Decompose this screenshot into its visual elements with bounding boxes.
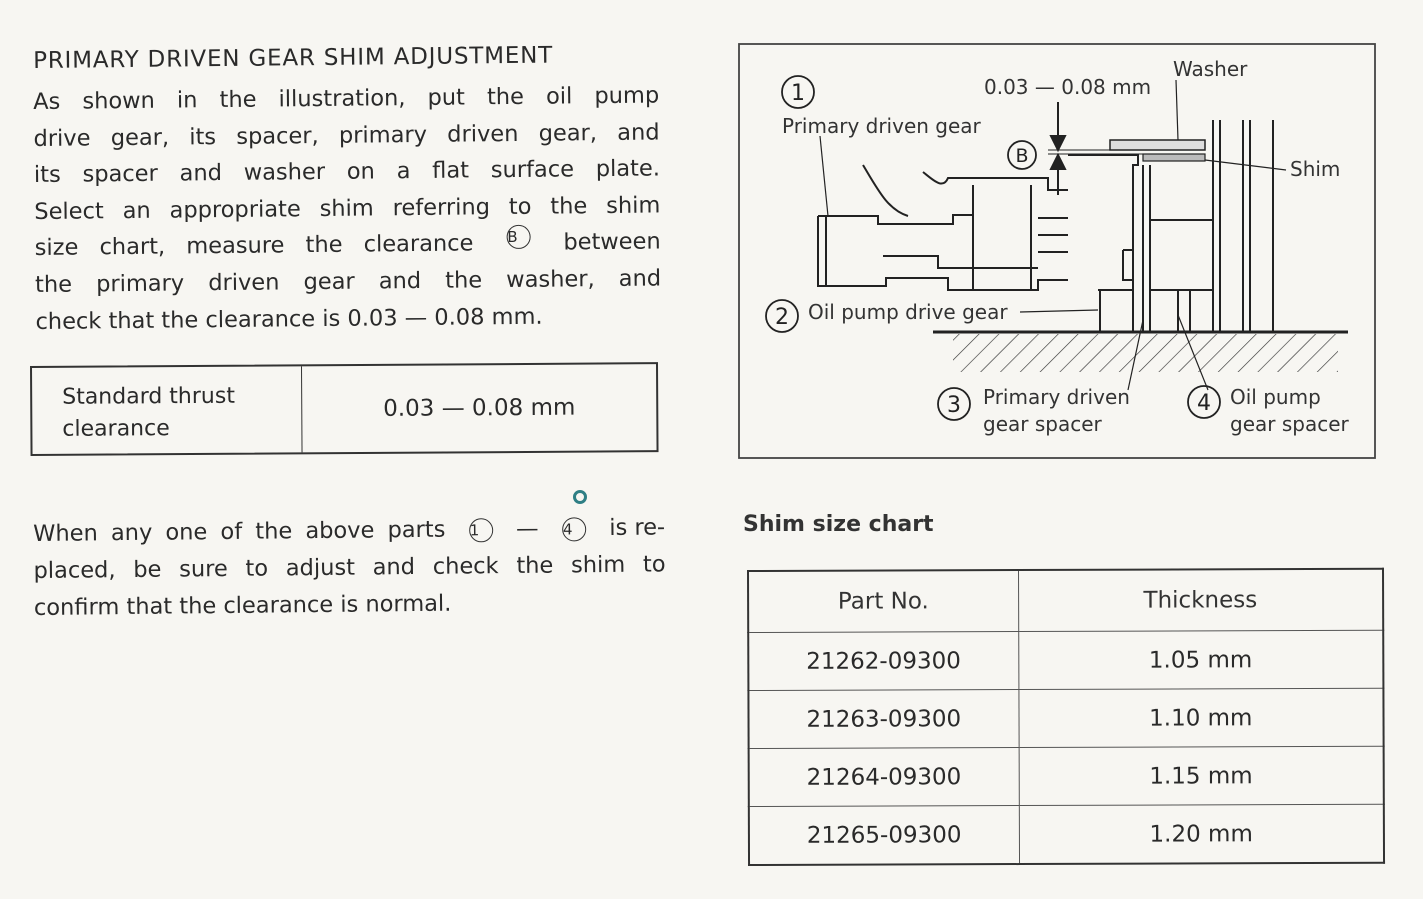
instructions-paragraph xyxy=(33,77,662,340)
part-number-cell: 21263-09300 xyxy=(748,690,1018,749)
callout-2-number: 2 xyxy=(775,305,789,330)
table-row xyxy=(748,630,1383,690)
thickness-cell: 1.10 mm xyxy=(1018,688,1383,747)
text-line-part: When any one of the above parts xyxy=(33,516,446,547)
thrust-clearance-table xyxy=(30,362,659,456)
washer-label: Washer xyxy=(1173,57,1248,81)
thickness-cell: 1.20 mm xyxy=(1019,804,1384,864)
text-line: its spacer and washer on a flat surface plate. xyxy=(33,155,661,189)
shim-size-table xyxy=(747,568,1385,866)
part-number-cell: 21265-09300 xyxy=(749,806,1019,865)
primary-driven-gear-label: Primary driven gear xyxy=(782,114,981,138)
part-number-4-symbol: 4 xyxy=(562,517,586,541)
part-number-1-symbol: 1 xyxy=(469,518,493,542)
pdg-spacer-label-2: gear spacer xyxy=(983,412,1102,436)
clearance-dimension-label: 0.03 — 0.08 mm xyxy=(984,75,1152,99)
replacement-note xyxy=(33,509,666,627)
text-line-part: size chart, measure the clearance xyxy=(34,230,474,262)
b-marker-label: B xyxy=(1015,145,1029,167)
thickness-cell: 1.05 mm xyxy=(1018,630,1383,689)
text-line: check that the clearance is 0.03 — 0.08 mm. xyxy=(35,303,543,335)
cursor-ring-icon xyxy=(573,490,587,504)
thickness-cell: 1.15 mm xyxy=(1019,746,1384,805)
table-row xyxy=(749,804,1384,865)
shim-shape xyxy=(1143,154,1205,161)
text-line: Select an appropriate shim referring to the shim xyxy=(34,192,661,225)
text-line-part: is re- xyxy=(609,514,666,541)
table-header-row xyxy=(748,569,1383,633)
primary-driven-gear-shape xyxy=(818,165,1068,290)
callout-1-number: 1 xyxy=(791,81,805,106)
text-line: drive gear, its spacer, primary driven gear, and xyxy=(33,119,660,152)
thrust-clearance-value: 0.03 — 0.08 mm xyxy=(383,394,576,422)
callout-4-number: 4 xyxy=(1197,391,1211,416)
text-line: As shown in the illustration, put the oil pump xyxy=(33,82,660,115)
oil-pump-gear-shape xyxy=(1068,120,1273,332)
text-line: placed, be sure to adjust and check the shim to xyxy=(33,551,666,584)
header-thickness: Thickness xyxy=(1018,569,1383,632)
text-line: the primary driven gear and the washer, and xyxy=(34,265,662,298)
part-number-cell: 21262-09300 xyxy=(748,632,1018,691)
section-title: PRIMARY DRIVEN GEAR SHIM ADJUSTMENT xyxy=(33,42,554,74)
op-spacer-label-1: Oil pump xyxy=(1230,385,1321,409)
part-number-cell: 21264-09300 xyxy=(749,748,1019,807)
gear-assembly-diagram xyxy=(738,40,1378,460)
surface-plate-hatching xyxy=(953,334,1338,372)
oil-pump-drive-gear-label: Oil pump drive gear xyxy=(808,300,1008,324)
clearance-b-symbol: B xyxy=(506,225,530,249)
header-part-no: Part No. xyxy=(748,570,1018,632)
text-line-part: between xyxy=(563,228,661,256)
op-spacer-label-2: gear spacer xyxy=(1230,412,1349,436)
callout-3-number: 3 xyxy=(947,393,961,418)
table-row xyxy=(748,688,1383,748)
text-line: confirm that the clearance is normal. xyxy=(33,590,452,621)
table-row xyxy=(749,746,1384,806)
shim-label: Shim xyxy=(1290,157,1341,181)
text-line-part: — xyxy=(515,515,539,542)
thrust-clearance-label: Standard thrust clearance xyxy=(32,366,303,454)
pdg-spacer-label-1: Primary driven xyxy=(983,385,1130,409)
shim-chart-title: Shim size chart xyxy=(743,512,934,537)
washer-shape xyxy=(1110,140,1205,150)
